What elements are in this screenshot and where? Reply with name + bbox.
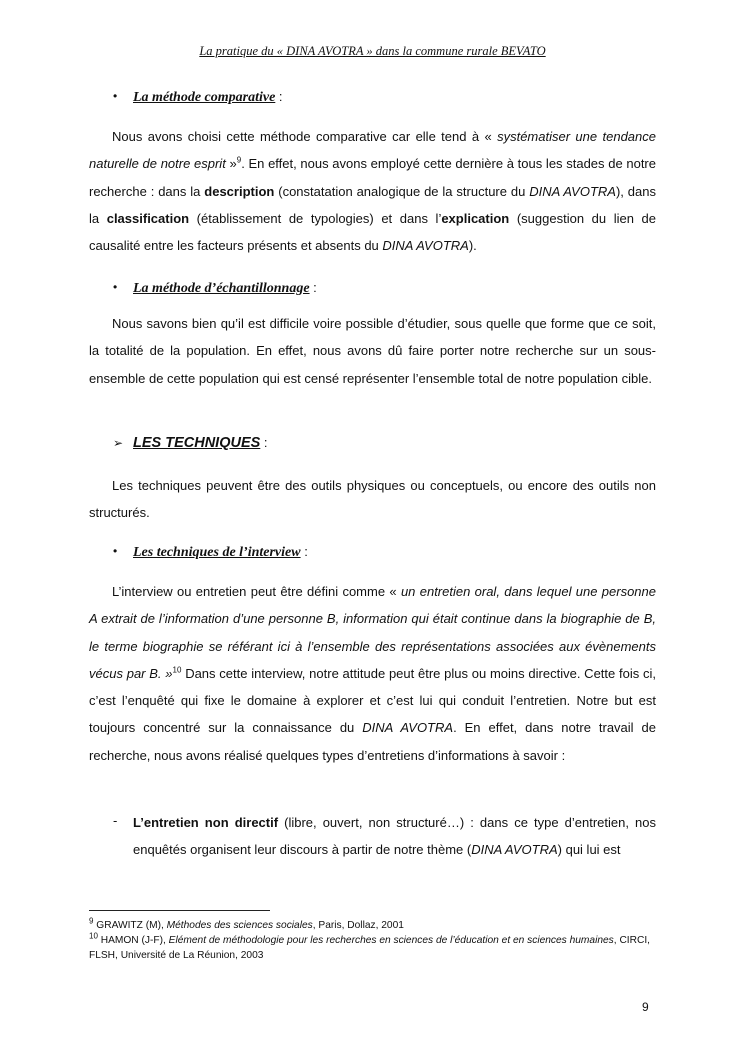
paragraph-techniques: Les techniques peuvent être des outils physiques ou conceptuels, ou encore des outils non structurés. <box>89 478 656 521</box>
footnote-10: $^{10}$ HAMON (J-F), Elément de méthodologie pour les recherches en sciences de l’éducation et en sciences humaines, CIRCI, FLSH, Université de La Réunion, 2003 <box>89 931 651 961</box>
paragraph-echantillonnage: Nous savons bien qu’il est difficile voire possible d’étudier, sous quelle que forme que ce soit, la totalité de la population. En effet, nous avons dû faire porter notre recherche sur un sous-ensemble de cette population qui est censé représenter l’ensemble total de notre population cible. <box>89 316 656 386</box>
bullet-icon: • <box>113 89 118 103</box>
running-header: La pratique du « DINA AVOTRA » dans la commune rurale BEVATO <box>199 44 546 58</box>
footnote-9: $^9$ GRAWITZ (M), Méthodes des sciences sociales, Paris, Dollaz, 2001 <box>89 916 404 931</box>
bullet-icon: • <box>113 280 118 294</box>
footnote-ref-9: 9 <box>236 155 242 165</box>
list-item-entretien-non-directif: L’entretien non directif (libre, ouvert, non structuré…) : dans ce type d’entretien, nos enquêtés organisent leur discours à partir de notre thème (DINA AVOTRA) qui lui est <box>133 815 656 858</box>
paragraph-comparative: Nous avons choisi cette méthode comparative car elle tend à « systématiser une tendance naturelle de notre esprit »$^9$. En effet, nous avons employé cette dernière à tous les stades de notre recherche : dans la description (constatation analogique de la structure du DINA AVOTRA), dans la classification (établissement de typologies) et dans l’explication (suggestion du lien de causalité entre les facteurs présents et absents du DINA AVOTRA). <box>89 129 656 254</box>
section-title-comparative: La méthode comparative <box>133 90 276 105</box>
section-title-echantillonnage: La méthode d’échantillonnage <box>133 281 310 296</box>
paragraph-interview: L’interview ou entretien peut être défini comme « un entretien oral, dans lequel une personne A extrait de l’information d’une personne B, information qui était continue dans la biographie de B, le terme biographie se référant ici à l’ensemble des représentations associées aux évènements vécus par B. »$^{10}$ Dans cette interview, notre attitude peut être plus ou moins directive. Cette fois ci, c’est l’enquêté qui fixe le domaine à explorer et c’est lui qui conduit l’entretien. Notre but est toujours concentré sur la connaissance du DINA AVOTRA. En effet, dans notre travail de recherche, nous avons réalisé quelques types d’entretiens d’informations à savoir : <box>89 584 657 763</box>
footnote-separator <box>89 910 270 911</box>
arrow-bullet-icon: ➢ <box>113 436 124 450</box>
footnote-ref-10: 10 <box>172 665 182 675</box>
section-title-interview: Les techniques de l’interview <box>133 545 301 560</box>
list-dash: - <box>113 813 118 828</box>
section-title-techniques: LES TECHNIQUES <box>133 435 261 451</box>
page-number: 9 <box>642 1000 649 1014</box>
document-page: La pratique du « DINA AVOTRA » dans la commune rurale BEVATO • La méthode comparative : Nous avons choisi cette méthode comparative car elle tend à « systématiser une tendance naturelle de notre esprit »$^9$. En effet, nous avons employé cette dernière à tous les stades de notre recherche : dans la description (constatation analogique de la structure du DINA AVOTRA), dans la classification (établissement de typologies) et dans l’explication (suggestion du lien de causalité entre les facteurs présents et absents du DINA AVOTRA). • La méthode d’échantillonnage : Nous savons bien qu’il est difficile voire possible d’étudier, sous quelle que forme que ce soit, la totalité de la population. En effet, nous avons dû faire porter notre recherche sur un sous-ensemble de cette population qui est censé représenter l’ensemble total de notre population cible. ➢ LES TECHNIQUES : Les techniques peuvent être des outils physiques ou conceptuels, ou encore des outils non structurés. • Les techniques de l’interview : L’interview ou entretien peut être défini comme « un entretien oral, dans lequel une personne A extrait de l’information d’une personne B, information qui était continue dans la biographie de B, le terme biographie se référant ici à l’ensemble des représentations associées aux évènements vécus par B. »$^{10}$ Dans cette interview, notre attitude peut être plus ou moins directive. Cette fois ci, c’est l’enquêté qui fixe le domaine à explorer et c’est lui qui conduit l’entretien. Notre but est toujours concentré sur la connaissance du DINA AVOTRA. En effet, dans notre travail de recherche, nous avons réalisé quelques types d’entretiens d’informations à savoir : - L’entretien non directif (libre, ouvert, non structuré…) : dans ce type d’entretien, nos enquêtés organisent leur discours à partir de notre thème (DINA AVOTRA) qui lui est $^9$ GRAWITZ (M), Méthodes des sciences sociales, Paris, Dollaz, 2001 $^{10}$ HAMON (J-F), Elément de méthodologie pour les recherches en sciences de l’éducation et en sciences humaines, CIRCI, FLSH, Université de La Réunion, 2003 9 <box>0 0 745 1053</box>
bullet-icon: • <box>113 544 118 558</box>
